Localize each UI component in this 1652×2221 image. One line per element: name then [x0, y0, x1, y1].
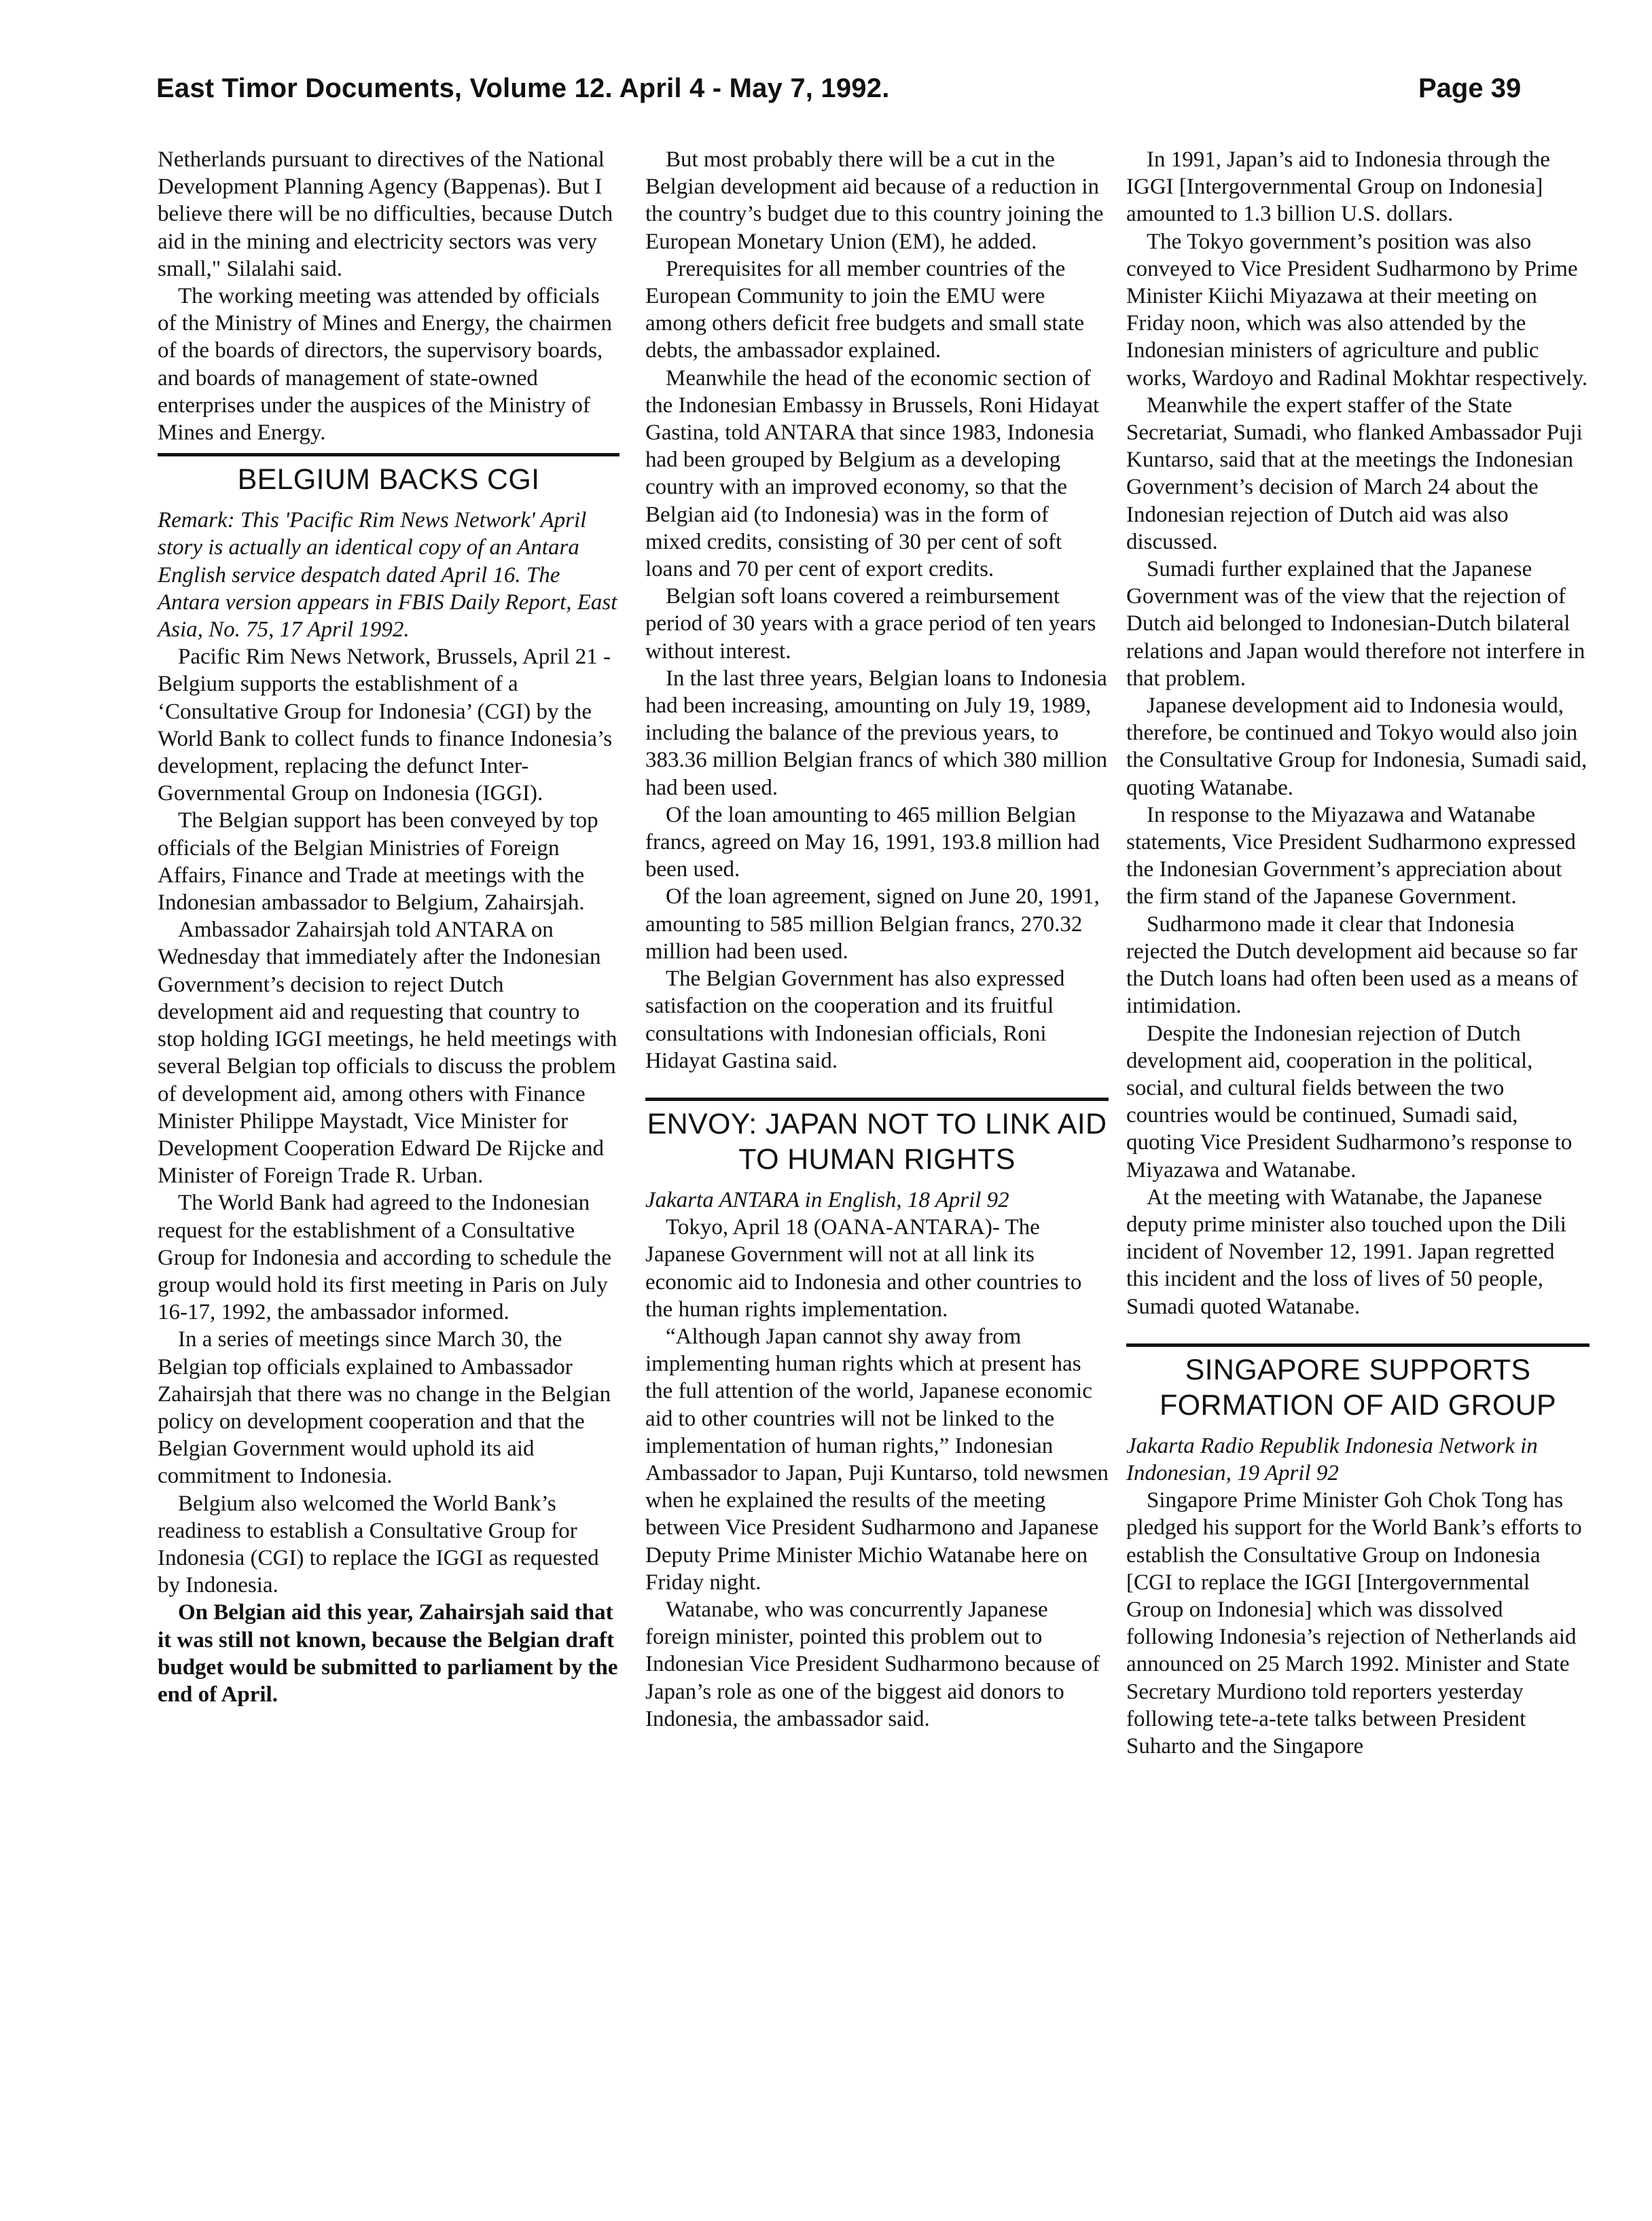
paragraph: Belgian soft loans covered a reimbursement period of 30 years with a grace period of ten years without interest.: [645, 584, 1096, 664]
paragraph: The World Bank had agreed to the Indonesian request for the establishment of a Consultative Group for Indonesia and according to schedule the group would hold its first meeting in Paris on July 16-17, 1992, the ambassador informed.: [158, 1191, 612, 1325]
source-line: Jakarta ANTARA in English, 18 April 92: [645, 1187, 1009, 1212]
column-2: [645, 146, 1109, 1733]
paragraph: Pacific Rim News Network, Brussels, April 21 - Belgium supports the establishment of a ‘Consultative Group for Indonesia’ (CGI) by the World Bank to collect funds to finance Indonesia’s development, replacing the defunct Inter-Governmental Group on Indonesia (IGGI).: [158, 645, 613, 806]
paragraph: In the last three years, Belgian loans to Indonesia had been increasing, amounting on July 19, 1989, including the balance of the previous years, to 383.36 million Belgian francs of which 380 million had been used.: [645, 666, 1108, 800]
article-headline: ENVOY: JAPAN NOT TO LINK AID TO HUMAN RIGHTS: [647, 1107, 1107, 1176]
paragraph: At the meeting with Watanabe, the Japanese deputy prime minister also touched upon the Dili incident of November 12, 1991. Japan regretted this incident and the loss of lives of 50 people, Sumadi quoted Watanabe.: [1126, 1185, 1566, 1319]
paragraph: Belgium also welcomed the World Bank’s readiness to establish a Consultative Group for Indonesia (CGI) to replace the IGGI as requested by Indonesia.: [158, 1491, 599, 1598]
paragraph: Sudharmono made it clear that Indonesia rejected the Dutch development aid because so far the Dutch loans had often been used as a means of intimidation.: [1126, 911, 1579, 1019]
paragraph: Prerequisites for all member countries of the European Community to join the EMU were among others deficit free budgets and small state debts, the ambassador explained.: [645, 256, 1085, 363]
paragraph: Sumadi further explained that the Japanese Government was of the view that the rejection of Dutch aid belonged to Indonesian-Dutch bilateral relations and Japan would therefore not interfere in that problem.: [1126, 557, 1585, 691]
paragraph: Ambassador Zahairsjah told ANTARA on Wednesday that immediately after the Indonesian Government’s decision to reject Dutch development aid and requesting that country to stop holding IGGI meetings, he held meetings with several Belgian top officials to discuss the problem of development aid, among others with Finance Minister Philippe Maystadt, Vice Minister for Development Cooperation Edward De Rijcke and Minister of Foreign Trade R. Urban.: [158, 918, 617, 1189]
paragraph: Meanwhile the expert staffer of the State Secretariat, Sumadi, who flanked Ambassador Puji Kuntarso, said that at the meetings the Indonesian Government’s decision of March 24 about the Indonesian rejection of Dutch aid was also discussed.: [1126, 393, 1583, 554]
paragraph: In response to the Miyazawa and Watanabe statements, Vice President Sudharmono expressed the Indonesian Government’s appreciation about the firm stand of the Japanese Government.: [1126, 802, 1576, 909]
source-line: Jakarta Radio Republik Indonesia Network in Indonesian, 19 April 92: [1126, 1433, 1538, 1485]
paragraph: The Tokyo government’s position was also conveyed to Vice President Sudharmono by Prime Minister Kiichi Miyazawa at their meeting on Friday noon, which was also attended by the Indonesian ministers of agriculture and public works, Wardoyo and Radinal Mokhtar respectively.: [1126, 229, 1588, 391]
section-divider: [645, 1098, 1109, 1101]
paragraph: The working meeting was attended by officials of the Ministry of Mines and Energy, the chairmen of the boards of directors, the supervisory boards, and boards of management of state-owned enterprises under the auspices of the Ministry of Mines and Energy.: [158, 284, 613, 446]
editor-remark: Remark: This 'Pacific Rim News Network' April story is actually an identical copy of an Antara English service despatch dated April 16. The Antara version appears in FBIS Daily Report, East Asia, No. 75, 17 April 1992.: [158, 508, 617, 643]
section-divider: [1126, 1343, 1590, 1347]
paragraph: On Belgian aid this year, Zahairsjah said that it was still not known, because the Belgian draft budget would be submitted to parliament by the end of April.: [158, 1600, 618, 1707]
paragraph: The Belgian Government has also expressed satisfaction on the cooperation and its fruitful consultations with Indonesian officials, Roni Hidayat Gastina said.: [645, 967, 1065, 1073]
paragraph: Japanese development aid to Indonesia would, therefore, be continued and Tokyo would also join the Consultative Group for Indonesia, Sumadi said, quoting Watanabe.: [1126, 693, 1587, 800]
paragraph: Singapore Prime Minister Goh Chok Tong has pledged his support for the World Bank’s efforts to establish the Consultative Group on Indonesia [CGI to replace the IGGI [Intergovernmental Group on Indonesia] which was dissolved following Indonesia’s rejection of Netherlands aid announced on 25 March 1992. Minister and State Secretary Murdiono told reporters yesterday following tete-a-tete talks between President Suharto and the Singapore: [1126, 1488, 1582, 1758]
paragraph: Meanwhile the head of the economic section of the Indonesian Embassy in Brussels, Roni Hidayat Gastina, told ANTARA that since 1983, Indonesia had been grouped by Belgium as a developing country with an improved economy, so that the Belgian aid (to Indonesia) was in the form of mixed credits, consisting of 30 per cent of soft loans and 70 per cent of export credits.: [645, 365, 1100, 582]
article-headline: SINGAPORE SUPPORTS FORMATION OF AID GROUP: [1160, 1353, 1556, 1422]
running-header-title: East Timor Documents, Volume 12. April 4 - May 7, 1992.: [156, 73, 890, 103]
article-headline: BELGIUM BACKS CGI: [237, 463, 540, 496]
paragraph: Despite the Indonesian rejection of Dutch development aid, cooperation in the political, social, and cultural fields between the two countries would be continued, Sumadi said, quoting Vice President Sudharmono’s response to Miyazawa and Watanabe.: [1126, 1021, 1573, 1182]
paragraph: In a series of meetings since March 30, the Belgian top officials explained to Ambassador Zahairsjah that there was no change in the Belgian policy on development cooperation and that the Belgian Government would uphold its aid commitment to Indonesia.: [158, 1327, 611, 1489]
paragraph: But most probably there will be a cut in the Belgian development aid because of a reduction in the country’s budget due to this country joining the European Monetary Union (EM), he added.: [645, 147, 1104, 254]
paragraph: Watanabe, who was concurrently Japanese foreign minister, pointed this problem out to Indonesian Vice President Sudharmono because of Japan’s role as one of the biggest aid donors to Indonesia, the ambassador said.: [645, 1597, 1100, 1731]
column-1: [158, 146, 620, 1708]
paragraph: Netherlands pursuant to directives of the National Development Planning Agency (Bappenas). But I believe there will be no difficulties, because Dutch aid in the mining and electricity sectors was very small," Silalahi said.: [158, 147, 613, 281]
paragraph: In 1991, Japan’s aid to Indonesia through the IGGI [Intergovernmental Group on Indonesia] amounted to 1.3 billion U.S. dollars.: [1126, 147, 1550, 227]
column-3: [1126, 146, 1590, 1760]
paragraph: Of the loan agreement, signed on June 20, 1991, amounting to 585 million Belgian francs, 270.32 million had been used.: [645, 884, 1100, 964]
paragraph: Tokyo, April 18 (OANA-ANTARA)- The Japanese Government will not at all link its economic aid to Indonesia and other countries to the human rights implementation.: [645, 1215, 1082, 1322]
paragraph: Of the loan amounting to 465 million Belgian francs, agreed on May 16, 1991, 193.8 million had been used.: [645, 802, 1100, 882]
page-number: Page 39: [1418, 73, 1522, 103]
paragraph: “Although Japan cannot shy away from implementing human rights which at present has the full attention of the world, Japanese economic aid to other countries will not be linked to the implementation of human rights,” Indonesian Ambassador to Japan, Puji Kuntarso, told newsmen when he explained the results of the meeting between Vice President Sudharmono and Japanese Deputy Prime Minister Michio Watanabe here on Friday night.: [645, 1324, 1109, 1595]
section-divider: [158, 453, 620, 456]
paragraph: The Belgian support has been conveyed by top officials of the Belgian Ministries of Foreign Affairs, Finance and Trade at meetings with the Indonesian ambassador to Belgium, Zahairsjah.: [158, 808, 598, 916]
